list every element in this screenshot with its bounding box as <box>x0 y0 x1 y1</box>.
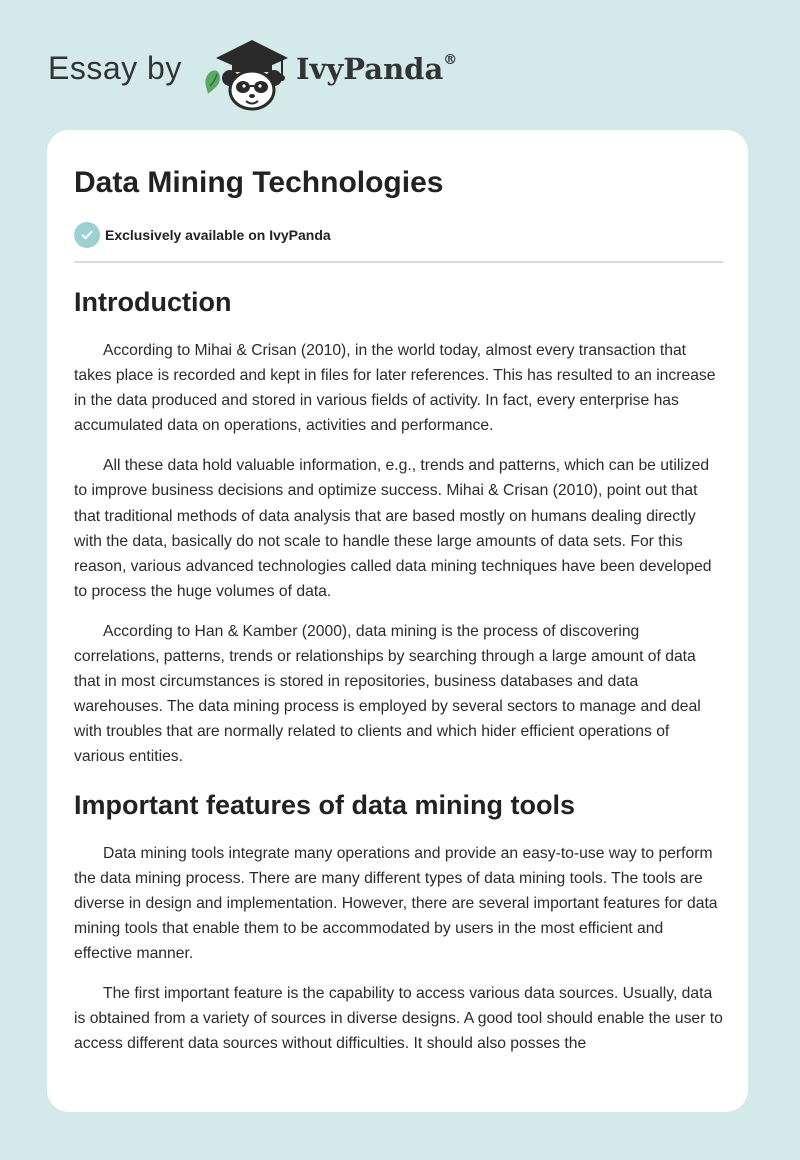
section-heading-features: Important features of data mining tools <box>74 789 576 820</box>
brand-name <box>296 52 457 86</box>
paragraph: Data mining tools integrate many operations and provide an easy-to-use way to perform the data mining process. There are many different types of data mining tools. The tools are diverse in design and implementation. However, there are several important features for data mining tools that enable them to be accommodated by users in the most efficient and effective manner. <box>74 844 718 962</box>
brand-header <box>48 30 468 110</box>
check-circle-icon <box>74 222 100 248</box>
registered-mark: ® <box>443 52 458 69</box>
essay-title: Data Mining Technologies <box>74 166 444 199</box>
essay-body <box>74 282 723 1071</box>
title-divider <box>74 261 723 263</box>
brand-prefix: Essay by <box>48 50 182 86</box>
paragraph: The first important feature is the capability to access various data sources. Usually, data is obtained from a variety of sources in diverse designs. A good tool should enable the user to access different data sources without difficulties. It should also posses the <box>74 984 723 1053</box>
essay-card <box>47 130 748 1112</box>
section-heading-introduction: Introduction <box>74 287 232 317</box>
panda-graduate-icon <box>202 34 292 112</box>
paragraph: According to Mihai & Crisan (2010), in the world today, almost every transaction that takes place is recorded and kept in files for later references. This has resulted to an increase in the data produced and stored in various fields of activity. In fact, every enterprise has accumulated data on operations, activities and performance. <box>74 342 716 435</box>
exclusive-text: Exclusively available on IvyPanda <box>105 227 331 243</box>
paragraph: All these data hold valuable information, e.g., trends and patterns, which can be utilized to improve business decisions and optimize success. Mihai & Crisan (2010), point out that that traditional methods of data analysis that are based mostly on humans dealing directly with the data, basically do not scale to handle these large amounts of data sets. For this reason, various advanced technologies called data mining techniques have been developed to process the huge volumes of data. <box>74 457 712 600</box>
paragraph: According to Han & Kamber (2000), data mining is the process of discovering correlations, patterns, trends or relationships by searching through a large amount of data that in most circumstances is stored in repositories, business databases and data warehouses. The data mining process is employed by several sectors to manage and deal with troubles that are normally related to clients and which hider efficient operations of various entities. <box>74 622 701 766</box>
exclusive-badge <box>74 222 331 248</box>
brand-name-text: IvyPanda <box>296 52 444 86</box>
